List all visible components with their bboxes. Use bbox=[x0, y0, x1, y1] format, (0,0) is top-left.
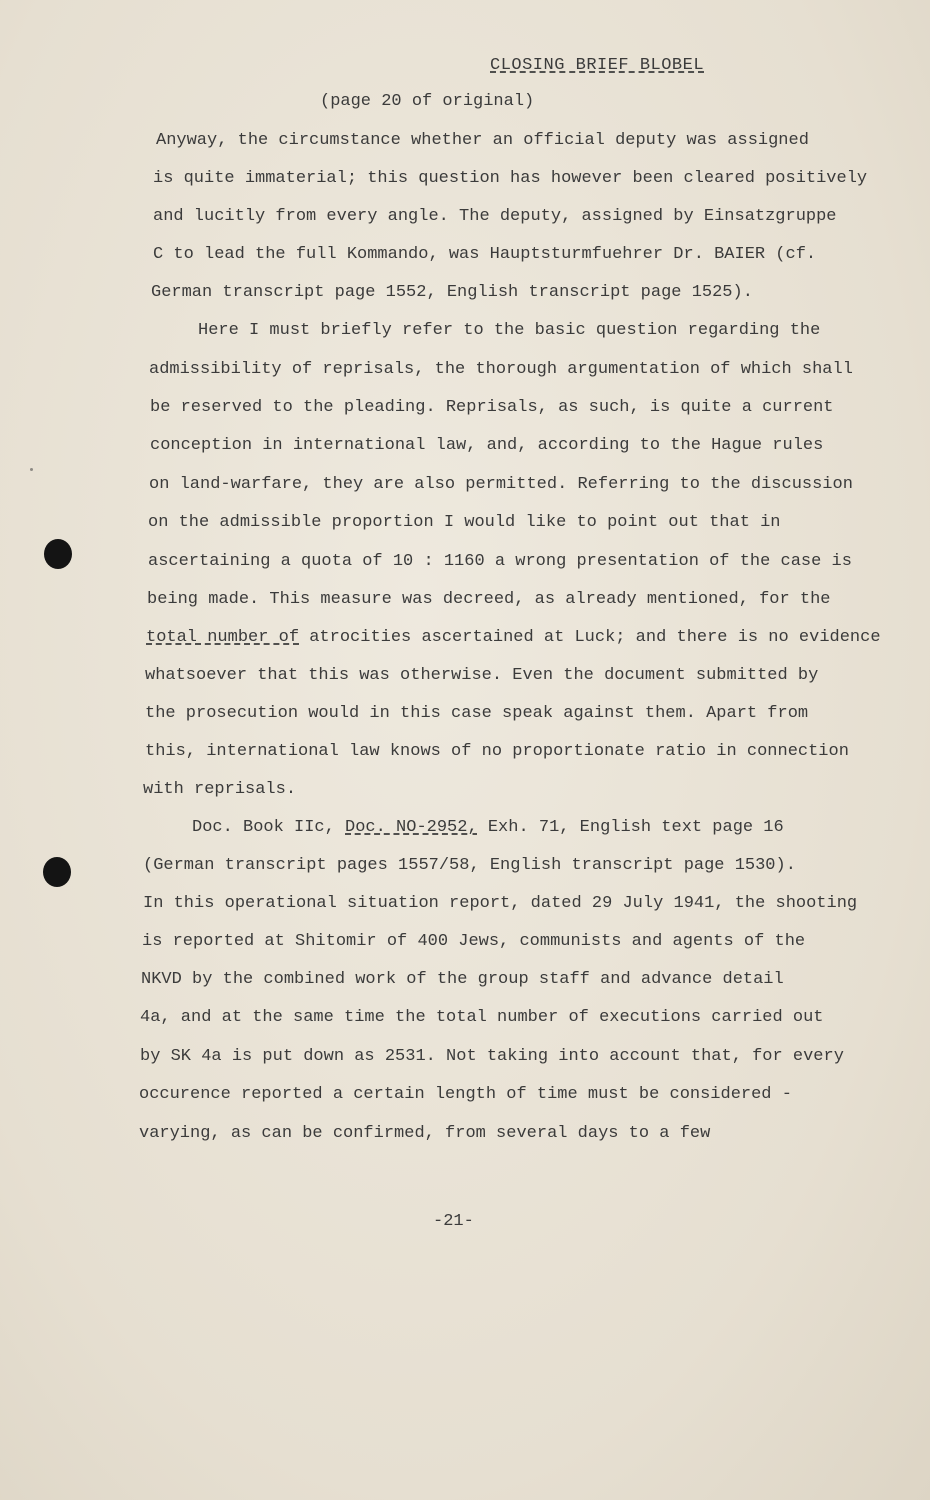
text-line: and lucitly from every angle. The deputy, assigned by Einsatzgruppe bbox=[153, 207, 837, 226]
text-line: this, international law knows of no proportionate ratio in connection bbox=[145, 742, 849, 761]
text-line: German transcript page 1552, English transcript page 1525). bbox=[151, 283, 753, 302]
text-line: the prosecution would in this case speak against them. Apart from bbox=[145, 704, 809, 723]
text-fragment: atrocities ascertained at Luck; and there is no evidence bbox=[299, 628, 881, 647]
text-line: whatsoever that this was otherwise. Even the document submitted by bbox=[145, 666, 819, 685]
text-line: admissibility of reprisals, the thorough argumentation of which shall bbox=[149, 360, 853, 379]
punch-hole-upper bbox=[44, 539, 72, 569]
text-line: being made. This measure was decreed, as already mentioned, for the bbox=[147, 590, 831, 609]
text-line: varying, as can be confirmed, from several days to a few bbox=[139, 1124, 711, 1143]
text-line: is reported at Shitomir of 400 Jews, communists and agents of the bbox=[142, 932, 806, 951]
text-fragment: Exh. 71, English text page 16 bbox=[477, 818, 784, 837]
text-line: NKVD by the combined work of the group staff and advance detail bbox=[141, 970, 784, 989]
text-line: is quite immaterial; this question has however been cleared positively bbox=[153, 169, 868, 188]
text-line: (German transcript pages 1557/58, English transcript page 1530). bbox=[143, 856, 796, 875]
text-line: with reprisals. bbox=[143, 780, 297, 799]
text-line: on the admissible proportion I would like to point out that in bbox=[148, 513, 781, 532]
text-line bbox=[192, 818, 784, 838]
paper-fleck bbox=[30, 468, 33, 471]
text-line: be reserved to the pleading. Reprisals, as such, is quite a current bbox=[150, 398, 834, 417]
punch-hole-lower bbox=[43, 857, 71, 887]
text-line: Anyway, the circumstance whether an official deputy was assigned bbox=[156, 131, 809, 150]
document-reference: Doc. NO-2952, bbox=[345, 818, 478, 837]
text-line: ascertaining a quota of 10 : 1160 a wrong presentation of the case is bbox=[148, 552, 852, 571]
text-line: on land-warfare, they are also permitted. Referring to the discussion bbox=[149, 475, 853, 494]
text-line: In this operational situation report, dated 29 July 1941, the shooting bbox=[143, 894, 858, 913]
text-line: 4a, and at the same time the total number of executions carried out bbox=[140, 1008, 824, 1027]
original-page-reference: (page 20 of original) bbox=[320, 92, 535, 111]
underlined-phrase: total number of bbox=[146, 628, 300, 647]
text-line: occurence reported a certain length of time must be considered - bbox=[139, 1085, 792, 1104]
text-line: C to lead the full Kommando, was Hauptsturmfuehrer Dr. BAIER (cf. bbox=[153, 245, 817, 264]
text-line: by SK 4a is put down as 2531. Not taking into account that, for every bbox=[140, 1047, 844, 1066]
text-line: Here I must briefly refer to the basic question regarding the bbox=[198, 321, 821, 340]
page-number: -21- bbox=[433, 1212, 474, 1231]
text-line: conception in international law, and, according to the Hague rules bbox=[150, 436, 824, 455]
text-fragment: Doc. Book IIc, bbox=[192, 818, 346, 837]
text-line bbox=[146, 628, 881, 648]
document-title: CLOSING BRIEF BLOBEL bbox=[490, 56, 705, 75]
